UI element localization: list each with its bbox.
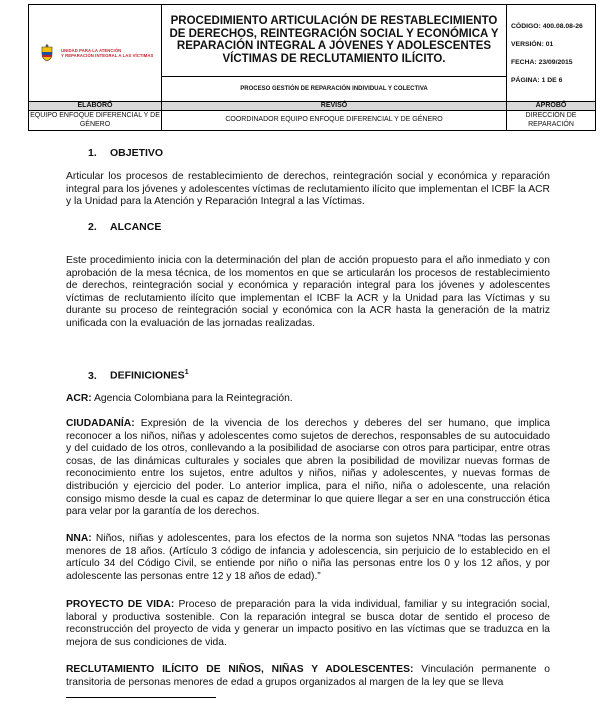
footnote-marker: 1 xyxy=(184,369,189,376)
reviso-label: REVISÓ xyxy=(162,102,507,111)
elaboro-value: EQUIPO ENFOQUE DIFERENCIAL Y DE GÉNERO xyxy=(29,111,162,131)
alcance-paragraph: Este procedimiento inicia con la determinación del plan de acción propuesto para el año inmediato y con aprobación de la mesa técnica, de los momentos en que se articularán los procesos de restablecimiento de derechos, reintegración social y económica y reparación integral para los jóvenes y adolescentes víctimas de reclutamiento ilícito que implementan el ICBF la ACR y la Unidad para las Víctimas y su durante su proceso de reintegración social y económica con la ACR hasta la generación de la matriz unificada con la evaluación de las jornadas realizadas. xyxy=(66,255,550,329)
section-heading-alcance: 2. ALCANCE xyxy=(88,221,162,233)
aprobo-label: APROBÓ xyxy=(507,102,596,111)
document-page: PÁGINA: 1 DE 6 xyxy=(511,76,563,84)
document-header xyxy=(28,4,596,131)
definition-reclutamiento-ilicito: RECLUTAMIENTO ILÍCITO DE NIÑOS, NIÑAS Y ADOLESCENTES: Vinculación permanente o transitoria de personas menores de edad a grupos organizados al margen de la ley que se lleva xyxy=(66,664,550,688)
aprobo-value: DIRECCIÓN DE REPARACIÓN xyxy=(507,111,596,131)
definition-ciudadania: CIUDADANÍA: Expresión de la vivencia de los derechos y deberes del ser humano, que implica reconocer a los niños, niñas y adolescentes como sujetos de derechos, responsables de su autocuidado y del cuidado de los otros, conllevando a la posibilidad de asociarse con otros para participar, entre otras cosas, de las dinámicas culturales y sociales que abren la posibilidad de movilizar nuevas formas de reconocimiento entre los sujetos, entre adultos y niños, niñas y adolescentes, y nuevas formas de distribución y ejercicio del poder. Lo anterior implica, para el niño, niña o adolescente, una relación consigo mismo desde la cual es capaz de determinar lo que quiere llegar a ser en una construcción ética para velar por la garantía de los derechos. xyxy=(66,418,550,518)
title-cell xyxy=(162,5,507,77)
meta-cell xyxy=(507,5,596,102)
section-heading-objetivo: 1. OBJETIVO xyxy=(88,147,164,159)
footnote-separator xyxy=(66,697,216,698)
document-date: FECHA: 23/09/2015 xyxy=(511,58,573,66)
coat-of-arms-icon xyxy=(39,44,55,62)
elaboro-label: ELABORÓ xyxy=(29,102,162,111)
section-heading-definiciones: 3. DEFINICIONES$^1$ xyxy=(88,369,189,382)
process-name: PROCESO GESTIÓN DE REPARACIÓN INDIVIDUAL Y COLECTIVA xyxy=(240,86,428,93)
document-code: CÓDIGO: 400.08.08-26 xyxy=(511,22,583,30)
definition-nna: NNA: Niños, niñas y adolescentes, para los efectos de la norma son sujetos NNA “todas las personas menores de 18 años. (Artículo 3 código de infancia y adolescencia, sin perjuicio de lo establecido en el artículo 34 del Código Civil, se entiende por niño o niña las personas entre los 0 y los 12 años, y por adolescente las personas entre 12 y 18 años de edad).” xyxy=(66,533,550,582)
document-title: PROCEDIMIENTO ARTICULACIÓN DE RESTABLECIMIENTO DE DERECHOS, REINTEGRACIÓN SOCIAL Y ECONÓMICA Y REPARACIÓN INTEGRAL A JÓVENES Y ADOLESCENTES VÍCTIMAS DE RECLUTAMIENTO ILÍCITO. xyxy=(169,15,499,65)
definition-proyecto-de-vida: PROYECTO DE VIDA: Proceso de preparación para la vida individual, familiar y su integración social, laboral y productiva sostenible. Con la reparación integral se busca dotar de sentido el proceso de reconstrucción del proyecto de vida y generar un impacto positivo en las víctimas que se traduzca en la mejora de sus condiciones de vida. xyxy=(66,599,551,648)
reviso-value: COORDINADOR EQUIPO ENFOQUE DIFERENCIAL Y DE GÉNERO xyxy=(162,111,507,131)
document-version: VERSIÓN: 01 xyxy=(511,40,554,48)
process-cell xyxy=(162,77,507,102)
definition-acr: ACR: Agencia Colombiana para la Reintegración. xyxy=(66,393,293,404)
institution-logo-text: UNIDAD PARA LA ATENCIÓN Y REPARACIÓN INTEGRAL A LAS VÍCTIMAS xyxy=(61,47,154,58)
objetivo-paragraph: Articular los procesos de restablecimiento de derechos, reintegración social y económica y reparación integral para los jóvenes y adolescentes víctimas de reclutamiento ilícito que implementan el ICBF la ACR y la Unidad para la Atención y Reparación Integral a las Víctimas. xyxy=(66,171,550,208)
logo-cell xyxy=(29,5,162,102)
